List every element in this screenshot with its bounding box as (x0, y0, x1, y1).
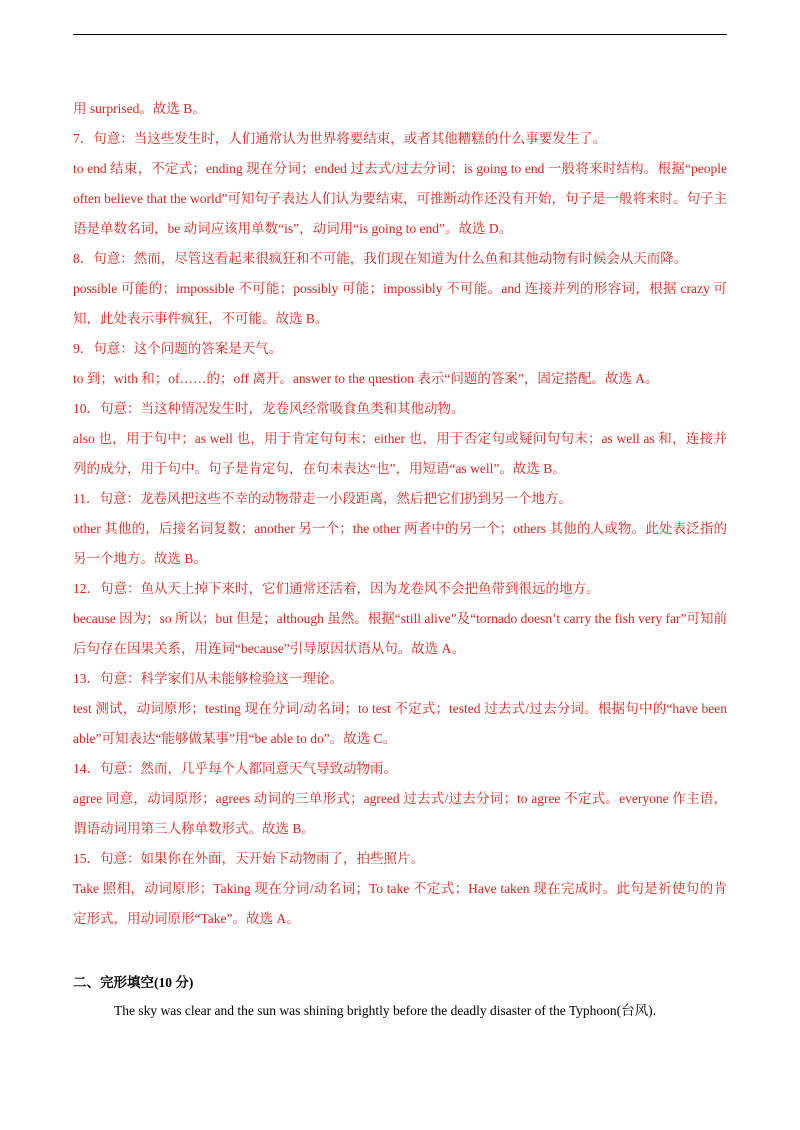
answer-15-translation: 15．句意：如果你在外面，天开始下动物雨了，拍些照片。 (73, 851, 424, 866)
answer-14-translation: 14．句意：然而，几乎每个人都同意天气导致动物雨。 (73, 761, 397, 776)
answer-14-analysis: agree 同意，动词原形；agrees 动词的三单形式；agreed 过去式/过去分词；to agree 不定式。everyone 作主语，谓语动词用第三人称单数形式。故选 B。 (73, 791, 727, 836)
answer-8-translation: 8．句意：然而，尽管这看起来很疯狂和不可能，我们现在知道为什么鱼和其他动物有时候会从天而降。 (73, 251, 688, 266)
answer-11-analysis: other 其他的，后接名词复数；another 另一个；the other 两者中的另一个；others 其他的人或物。此处表泛指的另一个地方。故选 B。 (73, 521, 727, 566)
answer-explanations (73, 94, 727, 934)
answer-10-translation: 10．句意：当这种情况发生时，龙卷风经常吸食鱼类和其他动物。 (73, 401, 465, 416)
answer-12-analysis: because 因为；so 所以；but 但是；although 虽然。根据“still alive”及“tornado doesn’t carry the fish very far”可知前后句存在因果关系，用连词“because”引导原因状语从句。故选 A。 (73, 611, 727, 656)
cloze-passage-first-line: The sky was clear and the sun was shining brightly before the deadly disaster of the Typhoon(台风). (114, 1003, 657, 1018)
answer-15-analysis: Take 照相，动词原形；Taking 现在分词/动名词；To take 不定式；Have taken 现在完成时。此句是祈使句的肯定形式，用动词原形“Take”。故选 A。 (73, 881, 727, 926)
answer-13-analysis: test 测试，动词原形；testing 现在分词/动名词；to test 不定式；tested 过去式/过去分词。根据句中的“have been able”可知表达“能够做某事”用“be able to do”。故选 C。 (73, 701, 727, 746)
section-title-cloze: 二、完形填空(10 分) (73, 975, 194, 990)
answer-11-translation: 11．句意：龙卷风把这些不幸的动物带走一小段距离，然后把它们扔到另一个地方。 (73, 491, 572, 506)
answer-6-tail: 用 surprised。故选 B。 (73, 101, 206, 116)
answer-13-translation: 13．句意：科学家们从未能够检验这一理论。 (73, 671, 343, 686)
header-rule (73, 34, 727, 35)
answer-10-analysis: also 也，用于句中；as well 也，用于肯定句句末；either 也，用于否定句或疑问句句末；as well as 和，连接并列的成分，用于句中。句子是肯定句，在句末表达“也”，用短语“as well”。故选 B。 (73, 431, 727, 476)
answer-7-translation: 7．句意：当这些发生时，人们通常认为世界将要结束，或者其他糟糕的什么事要发生了。 (73, 131, 607, 146)
answer-12-translation: 12．句意：鱼从天上掉下来时，它们通常还活着，因为龙卷风不会把鱼带到很远的地方。 (73, 581, 600, 596)
answer-9-analysis: to 到；with 和；of……的；off 离开。answer to the question 表示“问题的答案”，固定搭配。故选 A。 (73, 371, 659, 386)
answer-7-analysis: to end 结束，不定式；ending 现在分词；ended 过去式/过去分词；is going to end 一般将来时结构。根据“people often believe that the world”可知句子表达人们认为要结束，可推断动作还没有开始，句子是一般将来时。句子主语是单数名词，be 动词应该用单数“is”，动词用“is going to end”。故选 D。 (73, 161, 727, 236)
answer-9-translation: 9．句意：这个问题的答案是天气。 (73, 341, 283, 356)
answer-8-analysis: possible 可能的；impossible 不可能；possibly 可能；impossibly 不可能。and 连接并列的形容词，根据 crazy 可知，此处表示事件疯狂，不可能。故选 B。 (73, 281, 727, 326)
